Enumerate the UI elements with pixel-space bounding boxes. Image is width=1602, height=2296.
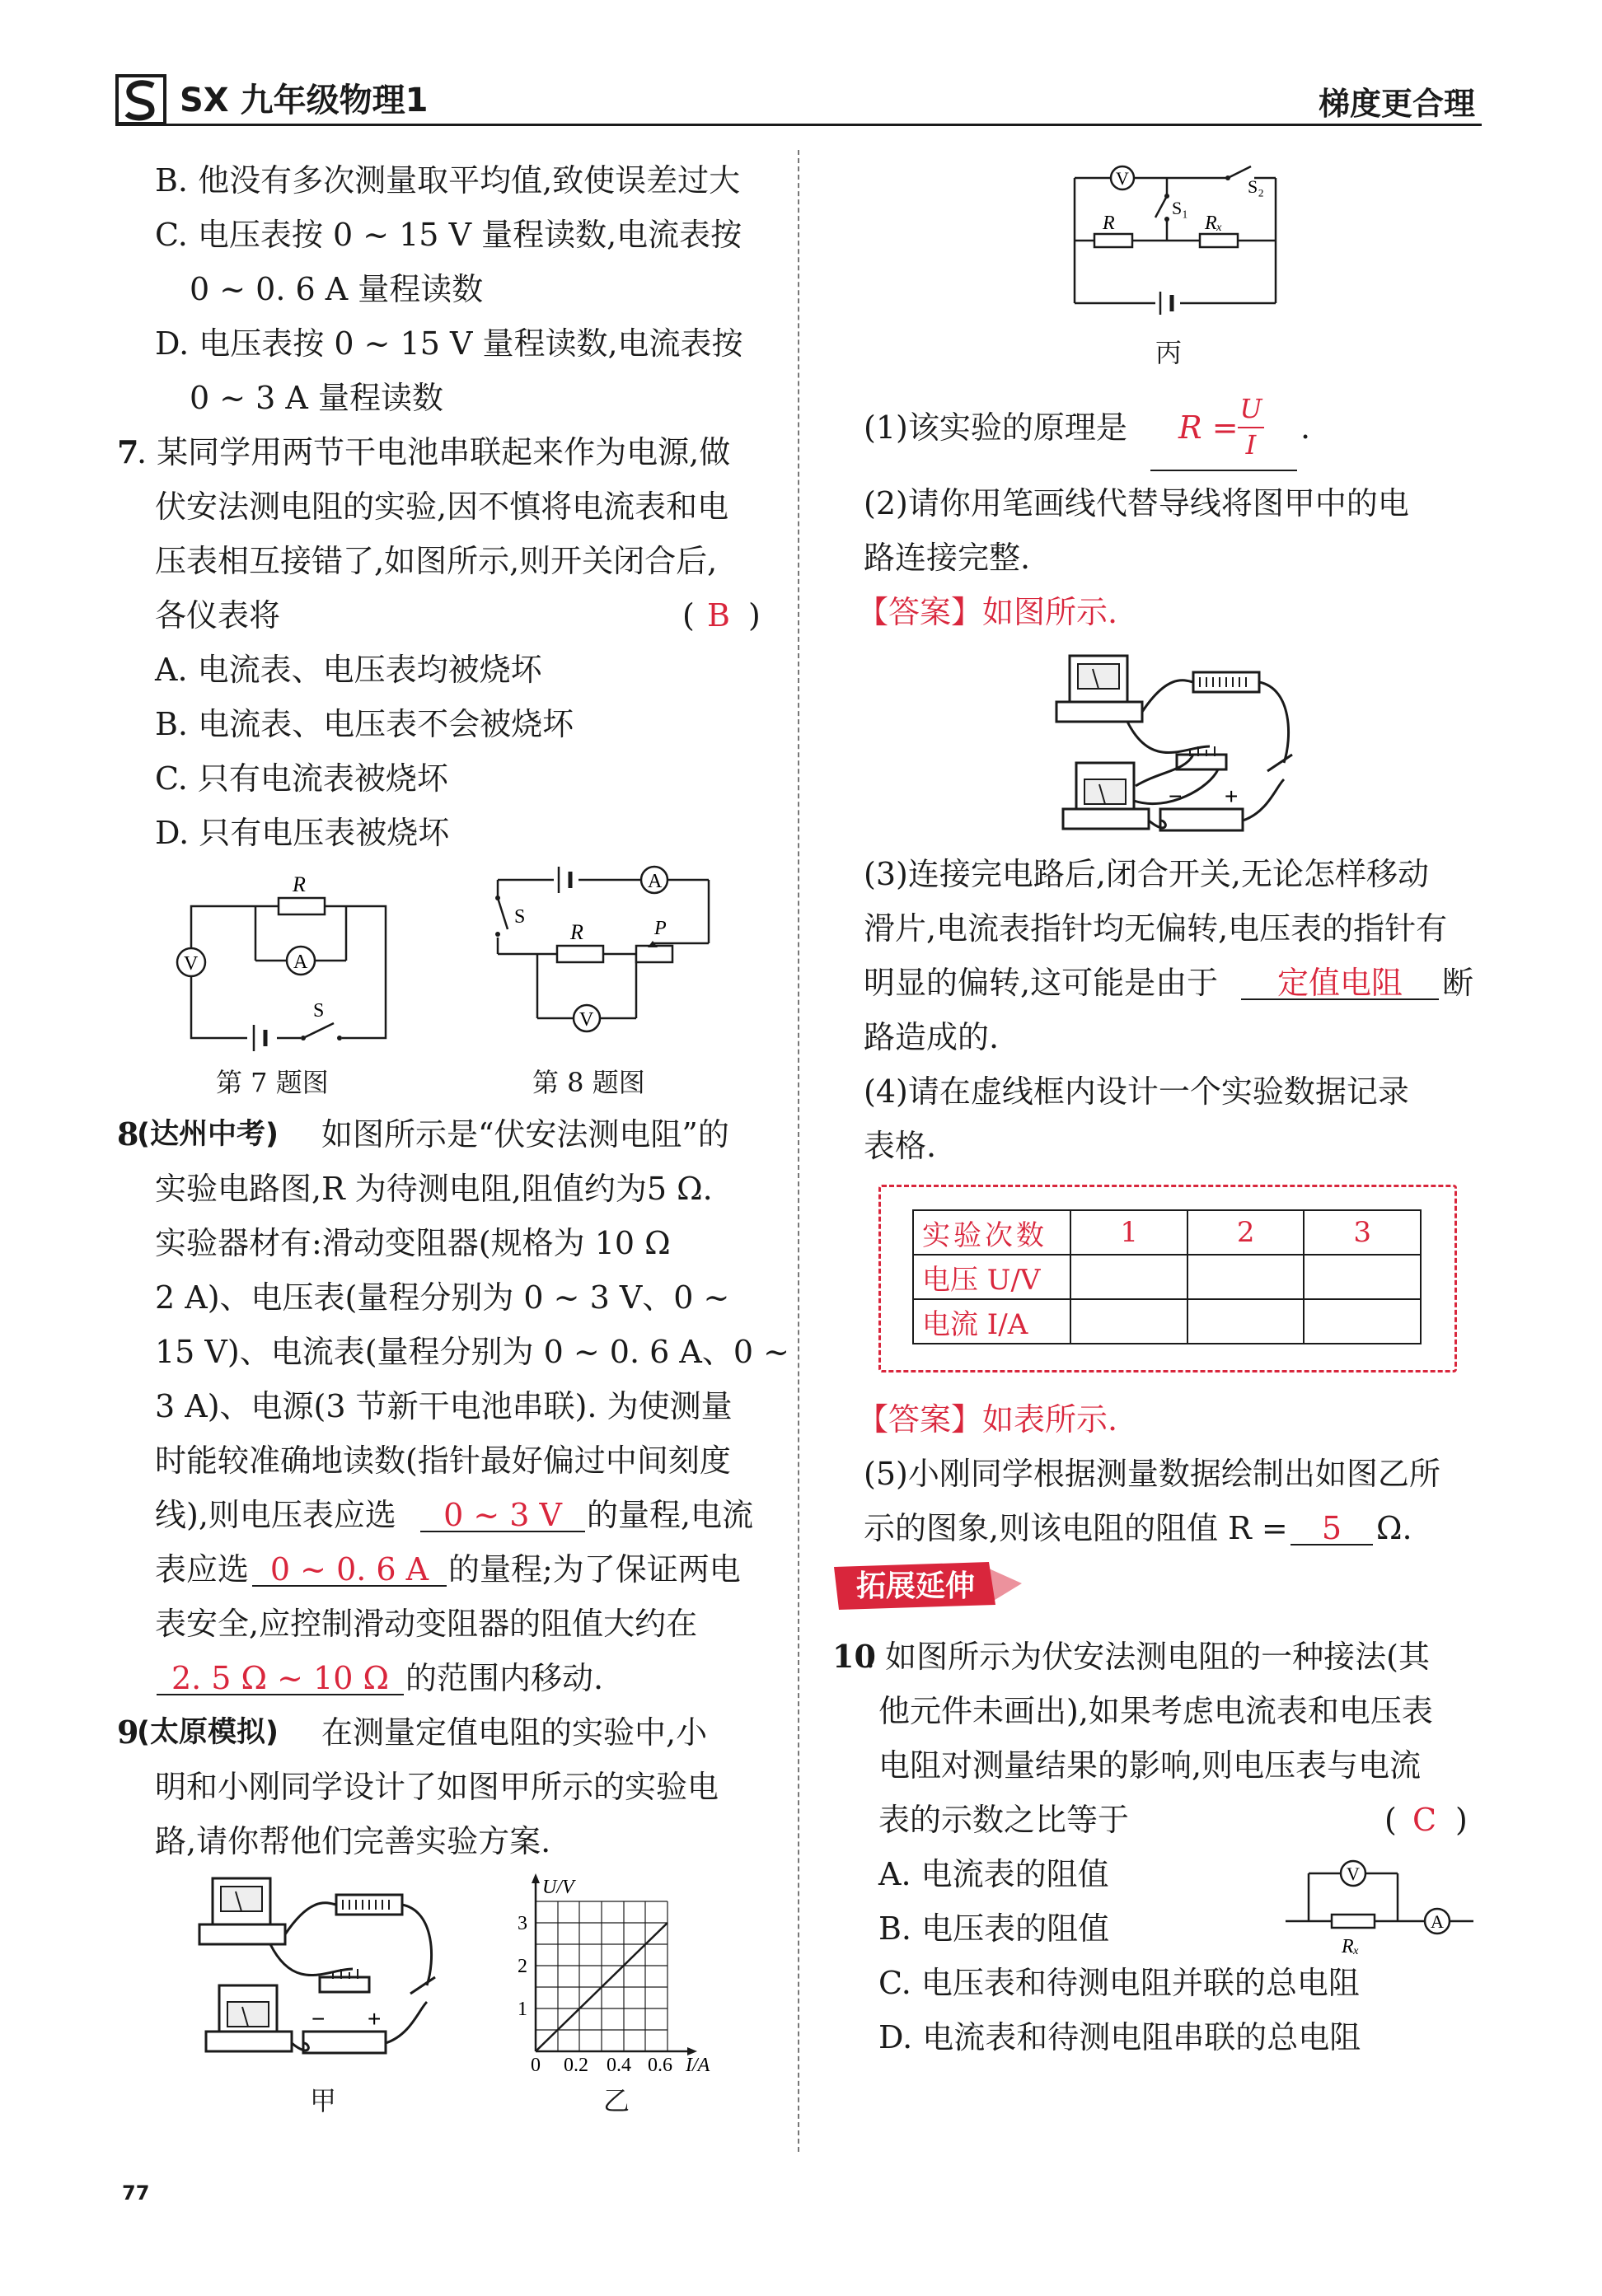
fig-answer-apparatus	[1045, 648, 1333, 853]
q8-source: (达州中考)	[137, 1118, 279, 1151]
publisher-logo-icon	[115, 74, 166, 125]
p1-answer-numerator: U	[1239, 393, 1262, 424]
table-cell: 实验次数	[913, 1210, 1070, 1255]
fig8-circuit	[478, 857, 758, 1054]
q9-source: (太原模拟)	[137, 1716, 279, 1749]
p5-line2b: Ω.	[1376, 1510, 1412, 1546]
p5-answer: 5	[1321, 1510, 1342, 1546]
p3-line2: 滑片,电流表指针均无偏转,电压表的指针有	[864, 910, 1448, 947]
fig-yi-xtick-0: 0	[531, 2055, 541, 2076]
q9-number: 9	[117, 1714, 139, 1751]
data-record-table	[912, 1209, 1422, 1344]
q7-answer: B	[707, 597, 730, 634]
p1-answer-r: R =	[1178, 409, 1239, 446]
q7-number: 7	[117, 433, 139, 470]
q6-option-d-line1: D. 电压表按 0 ~ 15 V 量程读数,电流表按	[155, 325, 743, 362]
q6-option-b: B. 他没有多次测量取平均值,致使误差过大	[155, 162, 741, 199]
fig10-label-rx: Rₓ	[1342, 1936, 1360, 1957]
table-cell	[1187, 1299, 1305, 1344]
q7-option-a: A. 电流表、电压表均被烧坏	[155, 652, 542, 688]
fig-yi-xtick-04: 0.4	[607, 2055, 631, 2076]
answer-figure-note: 【答案】如图所示.	[857, 594, 1118, 630]
p1-fraction-bar	[1238, 427, 1264, 428]
q8-line3: 实验器材有:滑动变阻器(规格为 10 Ω	[155, 1225, 671, 1261]
fig-yi-ytick-2: 2	[518, 1956, 527, 1977]
fig8-label-p: P	[654, 918, 667, 939]
q6-option-d-line2: 0 ~ 3 A 量程读数	[190, 380, 443, 416]
fig8-label-a: A	[648, 871, 663, 892]
fig-jia-plus: +	[368, 2006, 382, 2032]
p3-line3a: 明显的偏转,这可能是由于	[864, 965, 1219, 1001]
fig-yi-ylabel: U/V	[542, 1877, 574, 1898]
fig7-caption: 第 7 题图	[216, 1067, 329, 1098]
q7-line1: . 某同学用两节干电池串联起来作为电源,做	[137, 434, 731, 470]
fig-yi-xtick-02: 0.2	[564, 2055, 588, 2076]
fig-yi-xlabel: I/A	[686, 2055, 710, 2076]
table-cell: 2	[1187, 1210, 1305, 1255]
q10-line1: . 如图所示为伏安法测电阻的一种接法(其	[865, 1639, 1430, 1675]
fig-jia-caption: 甲	[310, 2085, 337, 2116]
fig-yi-ytick-3: 3	[518, 1913, 527, 1934]
q6-option-c-line1: C. 电压表按 0 ~ 15 V 量程读数,电流表按	[155, 217, 742, 253]
fig-bing-circuit	[1063, 157, 1302, 321]
answer-table-note: 【答案】如表所示.	[857, 1401, 1118, 1438]
q8-number: 8	[117, 1115, 139, 1153]
table-cell: 3	[1304, 1210, 1421, 1255]
fig-yi-graph	[503, 1870, 733, 2076]
fig7-label-v: V	[184, 953, 199, 975]
q8-line8a: 线),则电压表应选	[155, 1497, 396, 1533]
p1-text: (1)该实验的原理是	[864, 409, 1127, 446]
q6-option-c-line2: 0 ~ 0. 6 A 量程读数	[190, 271, 484, 307]
fig8-label-v: V	[579, 1009, 594, 1031]
q10-line3: 电阻对测量结果的影响,则电压表与电流	[878, 1747, 1422, 1784]
p1-blank-underline	[1150, 470, 1297, 471]
q10-line2: 他元件未画出),如果考虑电流表和电压表	[878, 1693, 1433, 1729]
p4-line2: 表格.	[864, 1128, 937, 1164]
fig7-circuit	[165, 865, 412, 1054]
fig7-label-r: R	[293, 872, 306, 896]
fig-yi-ytick-1: 1	[518, 1999, 527, 2020]
fig10-circuit	[1282, 1855, 1480, 1962]
p5-line2a: 示的图象,则该电阻的阻值 R =	[864, 1510, 1288, 1546]
q9-line1: 在测量定值电阻的实验中,小	[321, 1714, 708, 1751]
table-cell	[1304, 1299, 1421, 1344]
p4-line1: (4)请在虚线框内设计一个实验数据记录	[864, 1073, 1409, 1110]
table-row	[913, 1255, 1421, 1299]
header-series: SX 九年级物理1	[180, 82, 429, 119]
table-cell: 1	[1070, 1210, 1187, 1255]
p3-line3b: 断	[1442, 965, 1474, 1001]
q9-line2: 明和小刚同学设计了如图甲所示的实验电	[155, 1769, 719, 1805]
q7-paren-close: )	[748, 597, 761, 634]
q10-paren-close: )	[1455, 1802, 1468, 1838]
q10-paren-open: (	[1384, 1802, 1397, 1838]
p3-line1: (3)连接完电路后,闭合开关,无论怎样移动	[864, 856, 1429, 892]
fig-jia-apparatus	[188, 1870, 476, 2076]
table-cell	[1070, 1299, 1187, 1344]
q8-line9a: 表应选	[155, 1551, 250, 1588]
fig-bing-label-rx: Rₓ	[1205, 213, 1223, 234]
table-row	[913, 1210, 1421, 1255]
q8-line10: 表安全,应控制滑动变阻器的阻值大约在	[155, 1606, 698, 1642]
table-cell	[1070, 1255, 1187, 1299]
fig-bing-label-s2: S₂	[1248, 176, 1264, 197]
table-row	[913, 1299, 1421, 1344]
q8-line1: 如图所示是“伏安法测电阻”的	[321, 1116, 729, 1153]
table-cell: 电流 I/A	[913, 1299, 1070, 1344]
p1-answer-denominator: I	[1245, 429, 1257, 461]
q7-paren-open: (	[682, 597, 695, 634]
q10-option-a: A. 电流表的阻值	[878, 1856, 1109, 1892]
column-divider	[798, 150, 799, 2152]
p2-line2: 路连接完整.	[864, 540, 1031, 576]
p3-answer: 定值电阻	[1276, 965, 1403, 1001]
fig-yi-caption: 乙	[603, 2085, 630, 2116]
p1-end: .	[1300, 409, 1311, 446]
table-cell	[1187, 1255, 1305, 1299]
q8-answer-current-range: 0 ~ 0. 6 A	[269, 1551, 429, 1588]
fig-answer-minus: −	[1169, 783, 1183, 809]
q8-answer-resistance-range: 2. 5 Ω ~ 10 Ω	[171, 1660, 390, 1696]
fig-answer-plus: +	[1225, 783, 1239, 809]
q8-line4: 2 A)、电压表(量程分别为 0 ~ 3 V、0 ~	[155, 1279, 730, 1316]
q8-line6: 3 A)、电源(3 节新干电池串联). 为使测量	[155, 1388, 733, 1424]
q7-option-d: D. 只有电压表被烧坏	[155, 815, 450, 851]
q10-option-c: C. 电压表和待测电阻并联的总电阻	[878, 1965, 1360, 2001]
q9-line3: 路,请你帮他们完善实验方案.	[155, 1823, 551, 1859]
header-slogan: 梯度更合理	[1319, 86, 1476, 122]
fig8-caption: 第 8 题图	[532, 1067, 645, 1098]
q8-line8b: 的量程,电流	[587, 1497, 754, 1533]
p5-line1: (5)小刚同学根据测量数据绘制出如图乙所	[864, 1456, 1440, 1492]
fig-bing-label-s1: S₁	[1172, 198, 1188, 218]
q7-option-c: C. 只有电流表被烧坏	[155, 760, 448, 797]
q7-line4: 各仪表将	[155, 597, 281, 634]
q8-line11b: 的范围内移动.	[405, 1660, 604, 1696]
q8-line5: 15 V)、电流表(量程分别为 0 ~ 0. 6 A、0 ~	[155, 1334, 789, 1370]
q8-line9b: 的量程;为了保证两电	[448, 1551, 741, 1588]
q10-option-d: D. 电流表和待测电阻串联的总电阻	[878, 2019, 1361, 2055]
fig8-label-s: S	[514, 906, 526, 928]
table-cell: 电压 U/V	[913, 1255, 1070, 1299]
q7-line2: 伏安法测电阻的实验,因不慎将电流表和电	[155, 489, 729, 525]
fig10-label-v: V	[1347, 1863, 1360, 1884]
q7-line3: 压表相互接错了,如图所示,则开关闭合后,	[155, 543, 718, 579]
q10-option-b: B. 电压表的阻值	[878, 1910, 1110, 1947]
table-cell	[1304, 1255, 1421, 1299]
fig-bing-caption: 丙	[1155, 337, 1183, 368]
header-rule	[115, 124, 1482, 126]
page-number: 77	[122, 2181, 150, 2205]
p3-line4: 路造成的.	[864, 1019, 1000, 1055]
fig7-label-a: A	[293, 952, 308, 973]
fig-bing-label-v: V	[1116, 168, 1129, 189]
q8-line7: 时能较准确地读数(指针最好偏过中间刻度	[155, 1443, 731, 1479]
q7-option-b: B. 电流表、电压表不会被烧坏	[155, 706, 574, 742]
fig8-label-r: R	[570, 920, 583, 944]
extension-tag-label: 拓展延伸	[855, 1569, 975, 1603]
q8-answer-voltage-range: 0 ~ 3 V	[443, 1497, 562, 1533]
fig-bing-label-r: R	[1103, 213, 1115, 234]
q10-answer: C	[1412, 1802, 1437, 1838]
fig7-label-s: S	[313, 1000, 325, 1022]
q10-number: 10	[832, 1638, 876, 1675]
fig10-label-a: A	[1431, 1911, 1444, 1932]
fig-jia-minus: −	[312, 2006, 326, 2032]
fig-yi-xtick-06: 0.6	[648, 2055, 672, 2076]
p2-line1: (2)请你用笔画线代替导线将图甲中的电	[864, 485, 1409, 521]
q8-line2: 实验电路图,R 为待测电阻,阻值约为5 Ω.	[155, 1171, 713, 1207]
q10-line4: 表的示数之比等于	[878, 1802, 1130, 1838]
